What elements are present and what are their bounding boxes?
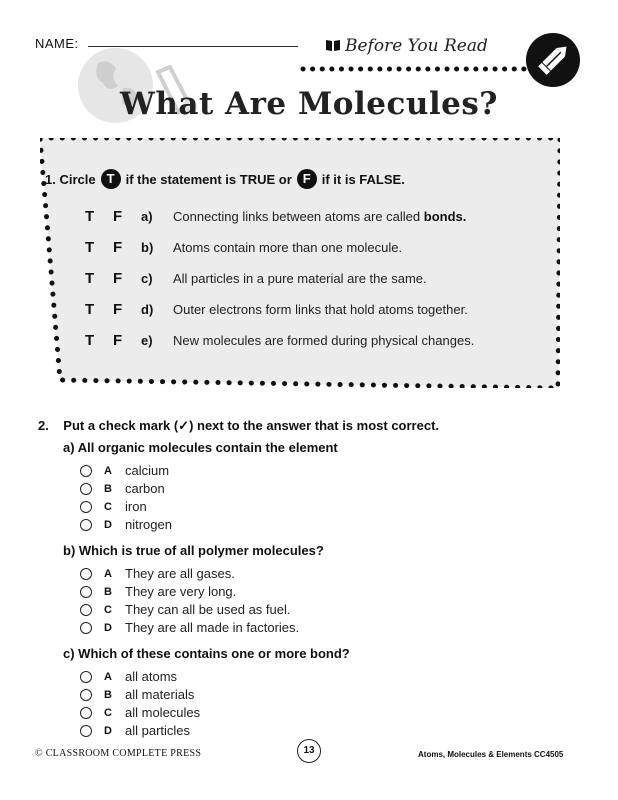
- option-letter: D: [104, 724, 112, 737]
- option-letter: C: [104, 500, 112, 513]
- option-letter: D: [104, 518, 112, 531]
- option-a-B[interactable]: [80, 480, 165, 497]
- false-circle-icon: F: [297, 169, 317, 189]
- true-option[interactable]: T: [85, 331, 95, 349]
- book-title: Atoms, Molecules & Elements CC4505: [418, 750, 564, 759]
- option-a-C[interactable]: [80, 498, 147, 515]
- true-option[interactable]: T: [85, 238, 95, 256]
- option-a-A[interactable]: [80, 462, 169, 479]
- option-text: all atoms: [125, 669, 178, 684]
- statement-text: All particles in a pure material are the same.: [173, 270, 427, 286]
- option-letter: C: [104, 603, 112, 616]
- option-text: They are very long.: [125, 584, 237, 599]
- true-option[interactable]: T: [85, 269, 95, 287]
- tf-statement-d: [85, 298, 545, 320]
- radio-circle[interactable]: [80, 622, 92, 634]
- name-label: NAME:: [35, 36, 79, 51]
- option-text: iron: [125, 499, 147, 514]
- statement-text: Connecting links between atoms are called bonds.: [173, 208, 467, 224]
- option-b-D[interactable]: [80, 619, 299, 636]
- header-dotted-line: [300, 66, 535, 72]
- option-letter: B: [104, 688, 112, 701]
- radio-circle[interactable]: [80, 725, 92, 737]
- option-text: all particles: [125, 723, 191, 738]
- prompt-end: if it is FALSE.: [321, 171, 405, 187]
- option-letter: A: [104, 464, 112, 477]
- section-label: Before You Read: [345, 36, 488, 56]
- option-text: all molecules: [125, 705, 201, 720]
- option-text: all materials: [125, 687, 195, 702]
- false-option[interactable]: F: [113, 269, 123, 287]
- statement-text: Outer electrons form links that hold atoms together.: [173, 301, 468, 317]
- true-circle-icon: T: [101, 169, 121, 189]
- tf-statement-b: [85, 236, 545, 258]
- option-text: calcium: [125, 463, 170, 478]
- true-option[interactable]: T: [85, 300, 95, 318]
- option-text: nitrogen: [125, 517, 172, 532]
- radio-circle[interactable]: [80, 501, 92, 513]
- subquestion-c: c) Which of these contains one or more bond?: [63, 646, 350, 661]
- false-option[interactable]: F: [113, 207, 123, 225]
- option-b-A[interactable]: [80, 565, 235, 582]
- option-text: They can all be used as fuel.: [125, 602, 291, 617]
- true-option[interactable]: T: [85, 207, 95, 225]
- statement-letter: c): [141, 270, 153, 286]
- false-option[interactable]: F: [113, 238, 123, 256]
- radio-circle[interactable]: [80, 707, 92, 719]
- option-letter: A: [104, 670, 112, 683]
- book-icon: [325, 38, 341, 57]
- option-c-A[interactable]: [80, 668, 177, 685]
- pencil-icon: [526, 33, 580, 87]
- option-a-D[interactable]: [80, 516, 172, 533]
- name-input-line[interactable]: [88, 46, 298, 47]
- statement-text: New molecules are formed during physical changes.: [173, 332, 475, 348]
- option-letter: D: [104, 621, 112, 634]
- option-text: They are all gases.: [125, 566, 235, 581]
- question-number: 1.: [45, 171, 56, 187]
- option-letter: B: [104, 585, 112, 598]
- page-number: 13: [297, 739, 321, 763]
- radio-circle[interactable]: [80, 465, 92, 477]
- subquestion-b: b) Which is true of all polymer molecules?: [63, 543, 324, 558]
- false-option[interactable]: F: [113, 331, 123, 349]
- option-letter: B: [104, 482, 112, 495]
- option-text: carbon: [125, 481, 165, 496]
- prompt-mid: if the statement is TRUE or: [125, 171, 292, 187]
- tf-statement-a: [85, 205, 545, 227]
- publisher-logo: © CLASSROOM COMPLETE PRESS: [35, 748, 202, 759]
- statement-letter: a): [141, 208, 153, 224]
- page-title: What Are Molecules?: [120, 86, 498, 122]
- statement-letter: b): [141, 239, 154, 255]
- tf-statement-c: [85, 267, 545, 289]
- option-letter: C: [104, 706, 112, 719]
- radio-circle[interactable]: [80, 483, 92, 495]
- statement-letter: e): [141, 332, 153, 348]
- radio-circle[interactable]: [80, 586, 92, 598]
- option-b-C[interactable]: [80, 601, 291, 618]
- tf-statement-e: [85, 329, 545, 351]
- option-b-B[interactable]: [80, 583, 236, 600]
- prompt-start: Circle: [59, 171, 96, 187]
- question-2-prompt: 2. Put a check mark (✓) next to the answer that is most correct.: [38, 418, 440, 433]
- option-letter: A: [104, 567, 112, 580]
- false-option[interactable]: F: [113, 300, 123, 318]
- radio-circle[interactable]: [80, 671, 92, 683]
- option-text: They are all made in factories.: [125, 620, 300, 635]
- statement-text: Atoms contain more than one molecule.: [173, 239, 403, 255]
- option-c-C[interactable]: [80, 704, 200, 721]
- statement-letter: d): [141, 301, 154, 317]
- radio-circle[interactable]: [80, 519, 92, 531]
- subquestion-a: a) All organic molecules contain the element: [63, 440, 338, 455]
- radio-circle[interactable]: [80, 568, 92, 580]
- option-c-B[interactable]: [80, 686, 194, 703]
- question-1-prompt: [45, 169, 405, 189]
- option-c-D[interactable]: [80, 722, 190, 739]
- radio-circle[interactable]: [80, 604, 92, 616]
- radio-circle[interactable]: [80, 689, 92, 701]
